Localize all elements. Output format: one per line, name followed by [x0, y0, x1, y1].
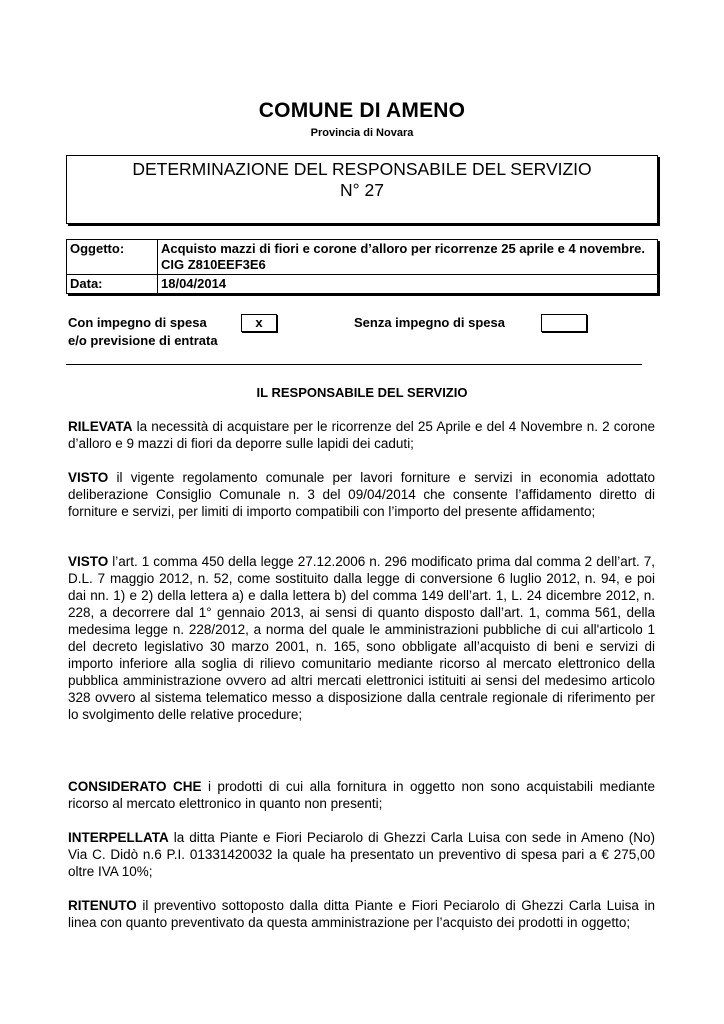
- paragraph-interpellata: [68, 829, 655, 880]
- without-commitment-label: Senza impegno di spesa: [354, 315, 505, 330]
- paragraph-text: il vigente regolamento comunale per lavori forniture e servizi in economia adottato deliberazione Consiglio Comunale n. 3 del 09/04/2014 che consente l’affidamento diretto di forniture e servizi, per limiti di importo compatibili con l’importo del presente affidamento;: [68, 470, 655, 519]
- without-commitment-checkbox[interactable]: [541, 314, 587, 332]
- paragraph-text: la ditta Piante e Fiori Peciarolo di Ghezzi Carla Luisa con sede in Ameno (No) Via C. Didò n.6 P.I. 01331420032 la quale ha presentato un preventivo di spesa pari a € 275,00 oltre IVA 10%;: [68, 830, 655, 879]
- subject-label: Oggetto:: [67, 240, 158, 275]
- paragraph-visto-regolamento: [68, 469, 655, 520]
- subject-value: Acquisto mazzi di fiori e corone d’alloro per ricorrenze 25 aprile e 4 novembre. CIG Z810EEF3E6: [158, 240, 658, 275]
- with-commitment-line2: e/o previsione di entrata: [68, 333, 218, 348]
- with-commitment-checkbox[interactable]: x: [241, 314, 277, 332]
- date-value: 18/04/2014: [158, 275, 658, 294]
- paragraph-ritenuto: [68, 897, 655, 931]
- determination-number: N° 27: [340, 180, 384, 200]
- date-label: Data:: [67, 275, 158, 294]
- subject-table: [66, 239, 658, 294]
- paragraph-considerato: [68, 778, 655, 812]
- paragraph-rilevata: [68, 418, 655, 452]
- municipality-title: COMUNE DI AMENO: [258, 99, 466, 122]
- paragraph-text: l’art. 1 comma 450 della legge 27.12.2006 n. 296 modificato prima dal comma 2 dell’art. 7, D.L. 7 maggio 2012, n. 52, come sostituito dalla legge di conversione 6 luglio 2012, n. 94, e poi dai nn. 1) e 2) della lettera a) e dalla lettera b) del comma 149 dell’art. 1, L. 24 dicembre 2012, n. 228, a decorrere dal 1° gennaio 2013, ai sensi di quanto disposto dall’art. 1, comma 561, della medesima legge n. 228/2012, a norma del quale le amministrazioni pubbliche di cui all'articolo 1 del decreto legislativo 30 marzo 2001, n. 165, sono obbligate all’acquisto di beni e servizi di importo inferiore alla soglia di rilievo comunitario mediante ricorso al mercato elettronico della pubblica amministrazione ovvero ad altri mercati elettronici istituiti ai sensi del medesimo articolo 328 ovvero al sistema telematico messo a disposizione dalla centrale regionale di riferimento per lo svolgimento delle relative procedure;: [68, 554, 655, 722]
- province-subtitle: Provincia di Novara: [310, 127, 414, 139]
- date-row: [67, 275, 658, 294]
- determination-title: DETERMINAZIONE DEL RESPONSABILE DEL SERVIZIO: [132, 159, 592, 179]
- separator-line: [66, 364, 642, 365]
- with-commitment-label: [68, 314, 218, 350]
- paragraph-lead: RILEVATA: [68, 419, 133, 434]
- determination-box: [66, 155, 658, 224]
- paragraph-lead: CONSIDERATO CHE: [68, 779, 202, 794]
- paragraph-visto-legge: [68, 553, 655, 723]
- section-title: IL RESPONSABILE DEL SERVIZIO: [256, 385, 468, 400]
- paragraph-lead: INTERPELLATA: [68, 830, 169, 845]
- paragraph-text: i prodotti di cui alla fornitura in oggetto non sono acquistabili mediante ricorso al mercato elettronico in quanto non presenti;: [68, 779, 656, 811]
- subject-row: [67, 240, 658, 275]
- with-commitment-line1: Con impegno di spesa: [68, 315, 207, 330]
- paragraph-lead: RITENUTO: [68, 898, 137, 913]
- paragraph-lead: VISTO: [68, 554, 109, 569]
- paragraph-lead: VISTO: [68, 470, 109, 485]
- paragraph-text: il preventivo sottoposto dalla ditta Piante e Fiori Peciarolo di Ghezzi Carla Luisa in linea con quanto preventivato da questa amministrazione per l’acquisto dei prodotti in oggetto;: [68, 898, 655, 930]
- paragraph-text: la necessità di acquistare per le ricorrenze del 25 Aprile e del 4 Novembre n. 2 corone d’alloro e 9 mazzi di fiori da deporre sulle lapidi dei caduti;: [68, 419, 655, 451]
